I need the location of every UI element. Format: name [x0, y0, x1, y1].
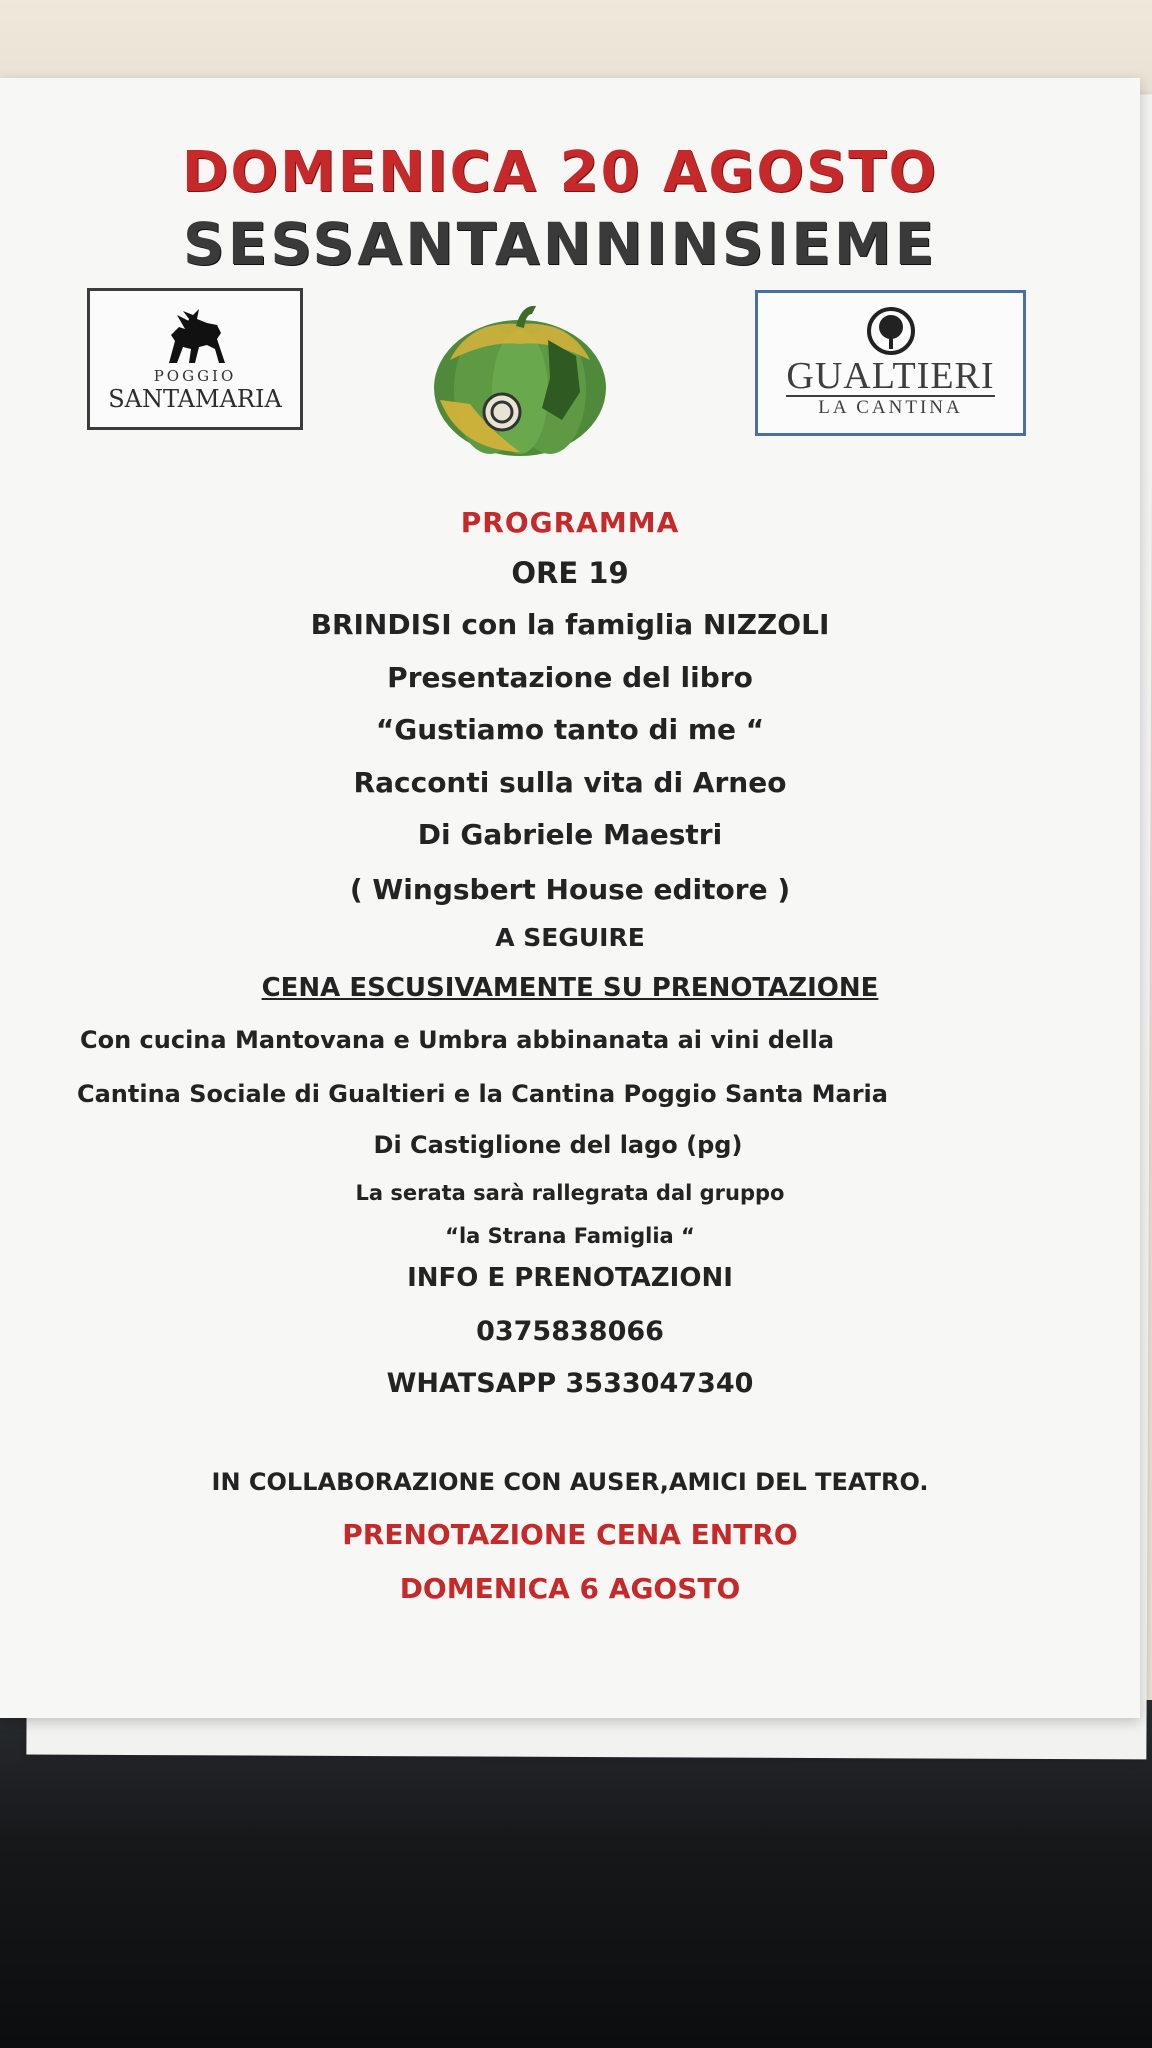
- flyer-line-deadline: PRENOTAZIONE CENA ENTRO: [342, 1518, 798, 1551]
- logo-left-top-text: POGGIO: [153, 367, 237, 385]
- flyer-line-whatsapp: WHATSAPP 3533047340: [386, 1368, 754, 1399]
- flyer-line-presentation: Presentazione del libro: [387, 661, 753, 694]
- flyer-line-dinner-booking: CENA ESCUSIVAMENTE SU PRENOTAZIONE: [261, 973, 879, 1003]
- tree-icon: [863, 307, 919, 357]
- flyer-title-event: SESSANTANNINSIEME: [182, 210, 938, 278]
- flyer-sheet: [0, 78, 1140, 1718]
- gualtieri-la-cantina-logo: [755, 290, 1026, 436]
- pegasus-icon: [155, 305, 235, 367]
- logo-right-bottom-text: LA CANTINA: [818, 397, 963, 418]
- flyer-line-phone: 0375838066: [476, 1316, 664, 1347]
- flyer-line-band: “la Strana Famiglia “: [445, 1224, 695, 1248]
- flyer-line-wineries: Cantina Sociale di Gualtieri e la Cantina Poggio Santa Maria: [77, 1080, 888, 1108]
- flyer-line-time: ORE 19: [511, 556, 629, 590]
- flyer-line-author: Di Gabriele Maestri: [417, 818, 723, 851]
- flyer-line-collaboration: IN COLLABORAZIONE CON AUSER,AMICI DEL TEATRO.: [211, 1468, 929, 1496]
- flyer-line-publisher: ( Wingsbert House editore ): [349, 873, 791, 906]
- poggio-santa-maria-logo: [87, 288, 303, 430]
- flyer-line-cuisine: Con cucina Mantovana e Umbra abbinanata ai vini della: [80, 1026, 835, 1054]
- flyer-line-location: Di Castiglione del lago (pg): [373, 1131, 743, 1159]
- pumpkin-logo-icon: [430, 300, 610, 460]
- flyer-title-date: DOMENICA 20 AGOSTO: [181, 140, 939, 205]
- program-heading: PROGRAMMA: [460, 506, 680, 539]
- flyer-line-book-title: “Gustiamo tanto di me “: [375, 713, 765, 746]
- flyer-line-entertainment: La serata sarà rallegrata dal gruppo: [355, 1181, 785, 1205]
- flyer-line-following: A SEGUIRE: [495, 923, 645, 952]
- flyer-line-info: INFO E PRENOTAZIONI: [407, 1263, 733, 1293]
- logo-left-bottom-text: SANTAMARIA: [108, 385, 282, 413]
- flyer-line-toast: BRINDISI con la famiglia NIZZOLI: [310, 608, 830, 641]
- flyer-line-deadline-date: DOMENICA 6 AGOSTO: [399, 1572, 741, 1605]
- logo-right-top-text: GUALTIERI: [786, 355, 995, 397]
- flyer-line-stories: Racconti sulla vita di Arneo: [353, 766, 787, 799]
